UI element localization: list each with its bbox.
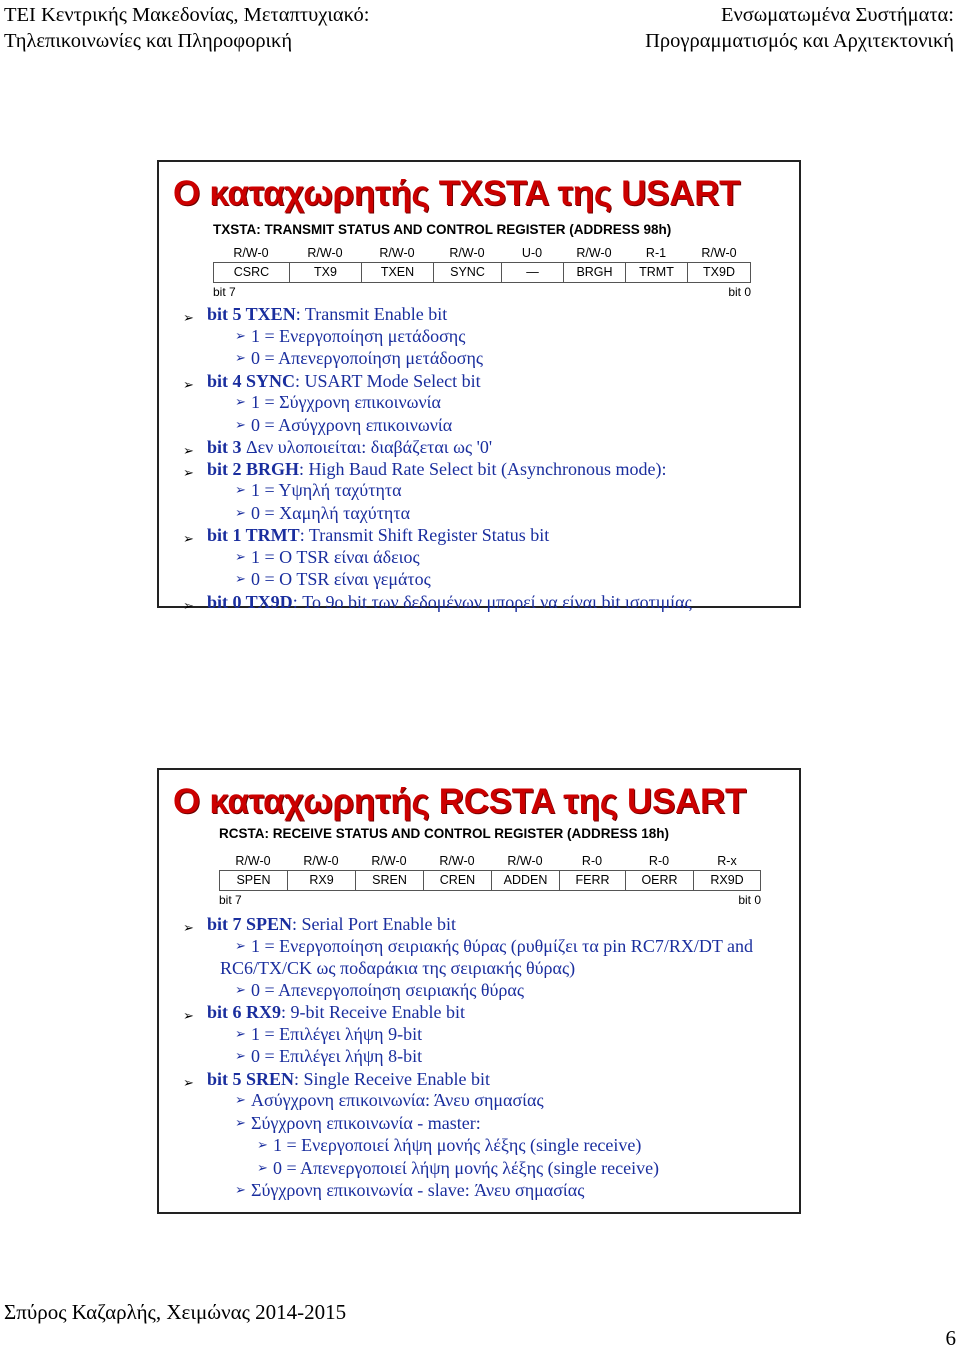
list-item <box>159 936 753 959</box>
bullet-list <box>159 914 753 1203</box>
register-access-row <box>213 245 751 262</box>
bit-description: : Serial Port Enable bit <box>292 914 456 934</box>
bit-label: bit 3 <box>207 437 242 457</box>
sub-item-text: 0 = Απενεργοποιεί λήψη μονής λέξης (single receive) <box>273 1157 660 1178</box>
bit-description: : Transmit Shift Register Status bit <box>299 525 550 545</box>
sub-item-text: Σύγχρονη επικοινωνία - master: <box>251 1112 481 1133</box>
arrow-bullet-icon: ➢ <box>235 571 246 586</box>
slide-rcsta <box>157 768 801 1214</box>
arrow-bullet-icon: ➢ <box>235 1114 246 1130</box>
access-bit0: R-x <box>717 854 737 868</box>
arrow-bullet-icon: ➢ <box>183 597 194 613</box>
bit-description: : 9-bit Receive Enable bit <box>281 1002 465 1022</box>
bit-label: bit 7 SPEN <box>207 914 293 934</box>
arrow-bullet-icon: ➢ <box>235 1048 246 1063</box>
access-bit3: U-0 <box>521 246 543 260</box>
list-item <box>159 525 692 547</box>
access-bit6: R/W-0 <box>307 246 343 260</box>
list-item <box>159 392 692 415</box>
access-bit6: R/W-0 <box>303 854 339 868</box>
sub-item-text: 0 = Απενεργοποίηση σειριακής θύρας <box>251 979 524 1000</box>
bit-description: : Transmit Enable bit <box>295 304 448 324</box>
access-bit7: R/W-0 <box>235 854 271 868</box>
slide-txsta <box>157 160 801 613</box>
access-bit3: R/W-0 <box>507 854 543 868</box>
list-item <box>159 547 692 570</box>
register-bits-row <box>213 262 751 283</box>
header-left-line2: Τηλεπικοινωνίες και Πληροφορική <box>4 30 293 52</box>
arrow-bullet-icon: ➢ <box>235 1025 246 1041</box>
list-item <box>159 1090 753 1113</box>
sub-item-text: 0 = Απενεργοποίηση μετάδοσης <box>251 348 483 368</box>
access-bit4: R/W-0 <box>449 246 485 260</box>
bit-name-3: — <box>502 263 564 282</box>
register-bit-range <box>219 893 761 907</box>
bit-label: bit 5 SREN <box>207 1068 295 1089</box>
list-item <box>159 914 753 936</box>
bit-description: : Single Receive Enable bit <box>294 1068 490 1089</box>
sub-item-text: 0 = Ασύγχρονη επικοινωνία <box>251 414 453 435</box>
slide-title: Ο καταχωρητής TXSTA της USART <box>173 174 741 213</box>
access-bit0: R/W-0 <box>701 246 737 260</box>
sub-item-text: RC6/TX/CK ως ποδαράκια της σειριακής θύρας) <box>220 958 576 978</box>
register-access-row <box>219 853 761 870</box>
arrow-bullet-icon: ➢ <box>235 482 246 497</box>
list-item <box>159 503 692 526</box>
arrow-bullet-icon: ➢ <box>183 310 194 325</box>
list-item <box>159 1069 753 1091</box>
list-item <box>159 1046 753 1069</box>
header-right-line2: Προγραμματισμός και Αρχιτεκτονική <box>645 30 954 52</box>
bit-name-1: OERR <box>626 871 694 890</box>
sub-item-text: 1 = Επιλέγει λήψη 9-bit <box>251 1023 423 1044</box>
access-bit2: R-0 <box>581 854 603 868</box>
arrow-bullet-icon: ➢ <box>183 443 194 458</box>
arrow-bullet-icon: ➢ <box>235 394 246 409</box>
arrow-bullet-icon: ➢ <box>235 937 246 953</box>
arrow-bullet-icon: ➢ <box>183 464 194 480</box>
arrow-bullet-icon: ➢ <box>235 1182 246 1197</box>
bit-name-4: CREN <box>424 871 492 890</box>
access-bit5: R/W-0 <box>371 854 407 868</box>
header-left <box>4 2 369 54</box>
arrow-bullet-icon: ➢ <box>183 376 194 392</box>
arrow-bullet-icon: ➢ <box>183 920 194 935</box>
access-bit1: R-1 <box>645 246 667 260</box>
sub-item-text: 1 = Ενεργοποίηση σειριακής θύρας (ρυθμίζει τα pin RC7/RX/DT and <box>251 935 753 956</box>
bit-name-5: SREN <box>356 871 424 890</box>
bit-description: : Το 9ο bit των δεδομένων μπορεί να είναι bit ισοτιμίας <box>292 591 692 612</box>
list-item <box>159 371 692 393</box>
arrow-bullet-icon: ➢ <box>235 548 246 564</box>
list-item <box>159 304 692 326</box>
header-right-line1: Ενσωματωμένα Συστήματα: <box>720 4 954 26</box>
bit-label: bit 1 TRMT <box>207 525 300 545</box>
arrow-bullet-icon: ➢ <box>183 1074 194 1090</box>
bit-low-label: bit 0 <box>728 285 751 299</box>
bit-name-2: BRGH <box>564 263 626 282</box>
footer-author: Σπύρος Καζαρλής, Χειμώνας 2014-2015 <box>4 1300 347 1324</box>
header-right <box>645 2 954 54</box>
bullet-list <box>159 304 692 613</box>
list-item <box>159 1158 753 1181</box>
header-left-line1: ΤΕΙ Κεντρικής Μακεδονίας, Μεταπτυχιακό: <box>4 4 370 26</box>
sub-item-text: 1 = Ενεργοποίηση μετάδοσης <box>251 325 466 346</box>
list-item <box>159 326 692 349</box>
sub-item-text: 1 = Υψηλή ταχύτητα <box>251 480 402 500</box>
register-title: TXSTA: TRANSMIT STATUS AND CONTROL REGISTER (ADDRESS 98h) <box>213 222 672 237</box>
bit-description: Δεν υλοποιείται: διαβάζεται ως '0' <box>241 437 493 457</box>
register-diagram <box>219 826 761 907</box>
page-number: 6 <box>945 1326 956 1350</box>
list-item <box>159 415 692 438</box>
list-item <box>159 980 753 1003</box>
bit-label: bit 6 RX9 <box>207 1002 282 1022</box>
list-item <box>159 569 692 592</box>
sub-item-text: Σύγχρονη επικοινωνία - slave: Άνευ σημασίας <box>251 1180 585 1200</box>
bit-description: : High Baud Rate Select bit (Asynchronous mode): <box>299 458 667 479</box>
arrow-bullet-icon: ➢ <box>257 1159 268 1175</box>
bit-name-5: TXEN <box>362 263 434 282</box>
arrow-bullet-icon: ➢ <box>235 1092 246 1107</box>
arrow-bullet-icon: ➢ <box>235 350 246 365</box>
list-item <box>159 1024 753 1047</box>
bit-name-7: SPEN <box>220 871 288 890</box>
sub-item-text: 1 = Ενεργοποιεί λήψη μονής λέξης (single receive) <box>273 1135 642 1155</box>
bit-description: : USART Mode Select bit <box>295 370 481 391</box>
arrow-bullet-icon: ➢ <box>183 531 194 546</box>
sub-item-text: 1 = Σύγχρονη επικοινωνία <box>251 392 441 412</box>
list-item <box>159 1180 753 1203</box>
list-item <box>159 1135 753 1158</box>
arrow-bullet-icon: ➢ <box>235 327 246 343</box>
bit-label: bit 4 SYNC <box>207 370 296 391</box>
register-diagram <box>213 222 751 299</box>
arrow-bullet-icon: ➢ <box>235 416 246 432</box>
arrow-bullet-icon: ➢ <box>183 1008 194 1023</box>
sub-item-text: Ασύγχρονη επικοινωνία: Άνευ σημασίας <box>251 1090 544 1110</box>
bit-name-1: TRMT <box>626 263 688 282</box>
bit-high-label: bit 7 <box>213 285 236 299</box>
bit-label: bit 5 TXEN <box>207 304 296 324</box>
bit-label: bit 2 BRGH <box>207 458 300 479</box>
list-item <box>159 480 692 503</box>
register-bit-range <box>213 285 751 299</box>
arrow-bullet-icon: ➢ <box>235 504 246 520</box>
sub-item-text: 1 = O TSR είναι άδειος <box>251 546 420 567</box>
list-item <box>159 1113 753 1136</box>
bit-name-2: FERR <box>560 871 626 890</box>
access-bit1: R-0 <box>648 854 670 868</box>
list-item <box>159 459 692 481</box>
bit-name-0: TX9D <box>703 265 735 279</box>
list-item <box>159 437 692 459</box>
access-bit4: R/W-0 <box>439 854 475 868</box>
list-item-continuation <box>159 958 753 980</box>
arrow-bullet-icon: ➢ <box>257 1137 268 1152</box>
list-item <box>159 592 692 614</box>
list-item <box>159 348 692 371</box>
arrow-bullet-icon: ➢ <box>235 981 246 997</box>
bit-name-6: RX9 <box>288 871 356 890</box>
sub-item-text: 0 = O TSR είναι γεμάτος <box>251 569 431 589</box>
bit-name-4: SYNC <box>434 263 502 282</box>
access-bit7: R/W-0 <box>233 246 269 260</box>
sub-item-text: 0 = Επιλέγει λήψη 8-bit <box>251 1046 423 1066</box>
list-item <box>159 1002 753 1024</box>
sub-item-text: 0 = Χαμηλή ταχύτητα <box>251 502 411 523</box>
slide-title: Ο καταχωρητής RCSTA της USART <box>173 782 747 821</box>
access-bit5: R/W-0 <box>379 246 415 260</box>
bit-low-label: bit 0 <box>738 893 761 907</box>
bit-name-3: ADDEN <box>492 871 560 890</box>
access-bit2: R/W-0 <box>576 246 612 260</box>
register-title: RCSTA: RECEIVE STATUS AND CONTROL REGISTER (ADDRESS 18h) <box>219 826 670 841</box>
bit-name-6: TX9 <box>290 263 362 282</box>
bit-name-0: RX9D <box>710 873 744 887</box>
bit-high-label: bit 7 <box>219 893 242 907</box>
register-bits-row <box>219 870 761 891</box>
bit-name-7: CSRC <box>214 263 290 282</box>
bit-label: bit 0 TX9D <box>207 591 293 612</box>
